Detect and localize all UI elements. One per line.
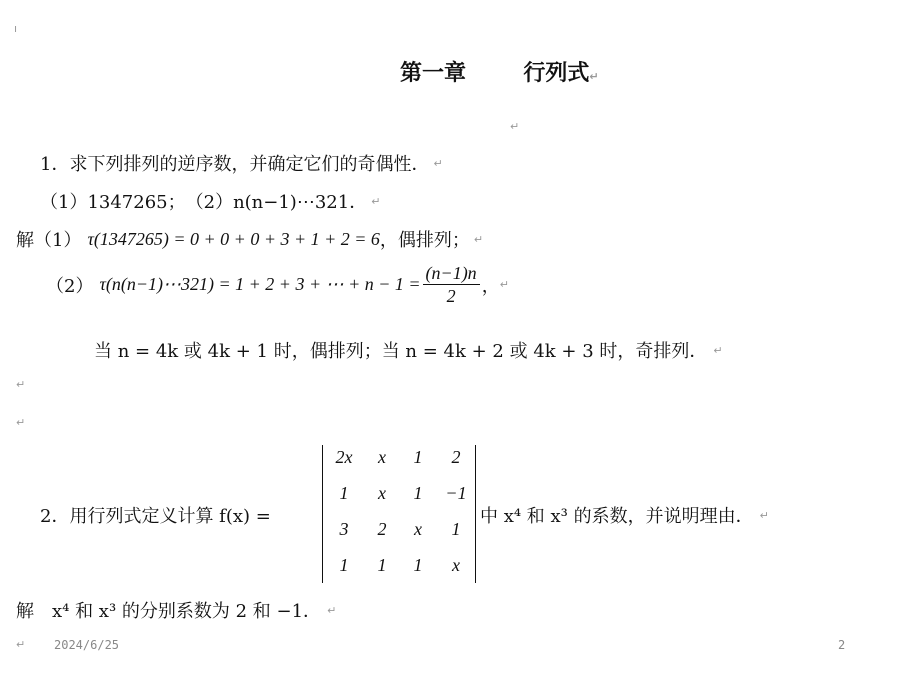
paragraph-mark: ↵ [16, 416, 26, 429]
fraction [423, 262, 480, 307]
matrix-cell: 1 [339, 555, 349, 575]
chapter-number: 第一章 [400, 61, 467, 86]
matrix-cell: x [414, 519, 422, 539]
matrix-cell: 2 [377, 519, 387, 539]
matrix-cell: 1 [413, 483, 423, 503]
question-1-parts: （1）1347265； （2）n(n−1)⋯321． ↵ [40, 192, 381, 213]
chapter-title [400, 56, 599, 87]
paragraph-mark: ↵ [759, 508, 769, 522]
matrix-cell: 2 [451, 447, 461, 467]
solution-1-part-1: 解（1） τ(1347265) = 0 + 0 + 0 + 3 + 1 + 2 = 6 ，偶排列； ↵ [16, 226, 483, 252]
paragraph-mark: ↵ [589, 70, 599, 83]
paragraph-mark: ↵ [473, 232, 484, 246]
matrix-cell: 1 [413, 447, 423, 467]
page-corner-mark: ı [14, 22, 18, 35]
page-number: 2 [838, 638, 846, 652]
solution-label: 解（1） [16, 230, 82, 251]
matrix-cell: 1 [451, 519, 461, 539]
paragraph-mark: ↵ [433, 156, 443, 170]
solution-2: 解 x⁴ 和 x³ 的分别系数为 2 和 −1． ↵ [16, 601, 337, 622]
solution-1-part-2: （2） τ(n(n−1)⋯321) = 1 + 2 + 3 + ⋯ + n − 1 = $\frac{(n-1)n}{2}$ ， ↵ [46, 263, 509, 306]
footer-date: 2024/6/25 [54, 638, 120, 652]
matrix-cell: x [452, 555, 460, 575]
paragraph-mark: ↵ [16, 378, 26, 391]
paragraph-mark: ↵ [371, 194, 381, 208]
matrix-cell: 1 [377, 555, 387, 575]
paragraph-mark: ↵ [327, 603, 337, 617]
chapter-name: 行列式 [523, 61, 590, 86]
fraction-denominator: 2 [446, 286, 456, 306]
matrix-cell: 1 [413, 555, 423, 575]
matrix-cell: x [378, 447, 386, 467]
matrix-cell: −1 [445, 483, 467, 503]
inversion-formula: τ(1347265) = 0 + 0 + 0 + 3 + 1 + 2 = 6 [87, 228, 380, 249]
paragraph-mark: ↵ [16, 638, 26, 651]
determinant-matrix [322, 445, 476, 583]
paragraph-mark: ↵ [499, 278, 509, 291]
question-2-prompt: 2．用行列式定义计算 f(x) = [40, 506, 271, 527]
question-1-prompt: 1．求下列排列的逆序数，并确定它们的奇偶性． ↵ [40, 154, 443, 175]
matrix-cell: 2x [335, 447, 353, 467]
matrix-cell: 1 [339, 483, 349, 503]
inversion-sum-formula: τ(n(n−1)⋯321) = 1 + 2 + 3 + ⋯ + n − 1 = [99, 274, 421, 294]
fraction-numerator: (n−1)n [423, 262, 480, 285]
matrix-cell: x [378, 483, 386, 503]
matrix-cell: 3 [339, 519, 349, 539]
parity-cases: 当 n = 4k 或 4k + 1 时，偶排列；当 n = 4k + 2 或 4k + 3 时，奇排列． ↵ [94, 341, 723, 362]
paragraph-mark: ↵ [713, 343, 723, 357]
paragraph-mark: ↵ [510, 120, 520, 133]
question-2-suffix: 中 x⁴ 和 x³ 的系数，并说明理由． ↵ [480, 506, 769, 527]
